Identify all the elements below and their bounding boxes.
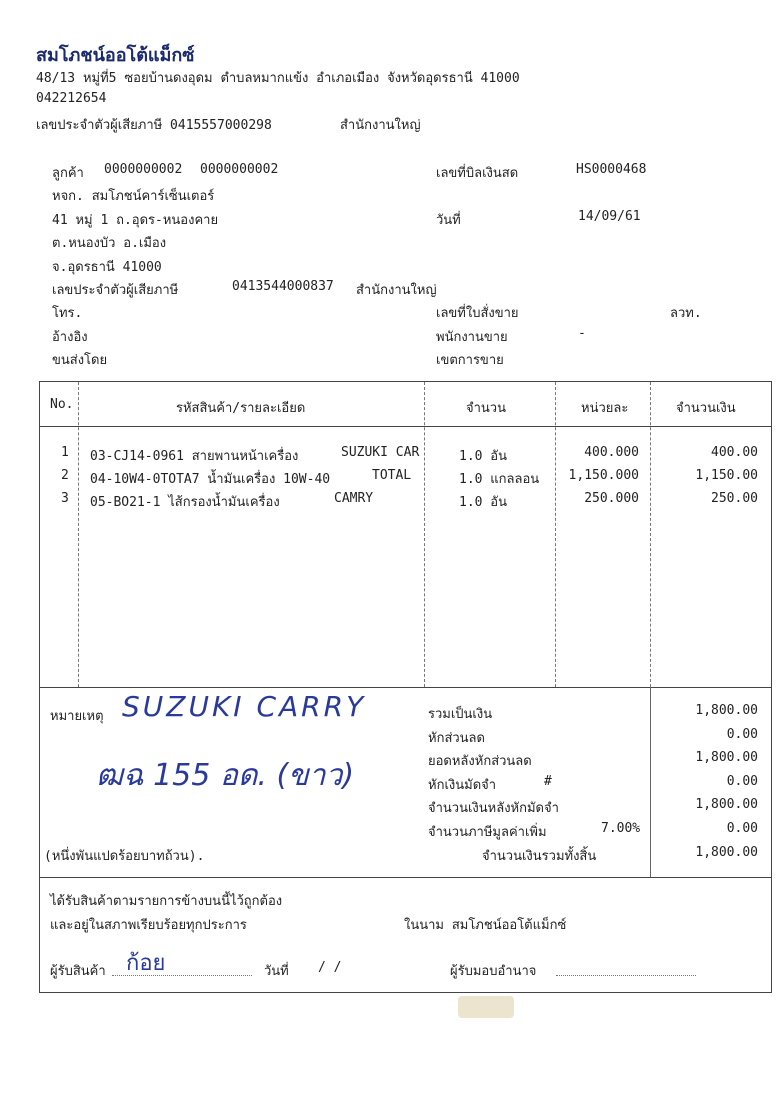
after-deposit-label: จำนวนเงินหลังหักมัดจำ — [428, 801, 559, 816]
after-discount-value: 1,800.00 — [695, 750, 758, 765]
table-row-price: 250.000 — [584, 491, 639, 506]
grand-total-value: 1,800.00 — [695, 845, 758, 860]
paper-stain — [458, 996, 514, 1018]
table-row-qty: 1.0 อัน — [459, 495, 508, 510]
customer-label: ลูกค้า — [52, 166, 84, 181]
col-header-no: No. — [50, 397, 74, 412]
order-no-label: เลขที่ใบสั่งขาย — [436, 306, 519, 321]
table-row-no: 1 — [61, 445, 69, 460]
table-row-desc: 04-10W4-0TOTA7 น้ำมันเครื่อง 10W-40 — [90, 472, 331, 487]
bill-no: HS0000468 — [576, 162, 647, 177]
customer-tax-label: เลขประจำตัวผู้เสียภาษี — [52, 283, 179, 298]
deposit-marker: # — [544, 774, 552, 789]
shipping-label: ขนส่งโดย — [52, 353, 108, 368]
col-header-qty: จำนวน — [466, 401, 506, 416]
remarks-label: หมายเหตุ — [50, 709, 104, 724]
receiver-label: ผู้รับสินค้า — [50, 964, 106, 979]
table-row-no: 3 — [61, 491, 69, 506]
company-phone: 042212654 — [36, 91, 107, 106]
tel-label: โทร. — [52, 306, 83, 321]
vat-label: จำนวนภาษีมูลค่าเพิ่ม — [428, 825, 547, 840]
receiver-signature: ก้อย — [126, 951, 166, 976]
customer-code-2: 0000000002 — [200, 162, 279, 177]
discount-label: หักส่วนลด — [428, 731, 485, 746]
date-label: วันที่ — [436, 213, 461, 228]
customer-address-2: ต.หนองบัว อ.เมือง — [52, 236, 167, 251]
table-row-desc: 05-BO21-1 ไส้กรองน้ำมันเครื่อง — [90, 495, 280, 510]
table-row-amount: 250.00 — [711, 491, 758, 506]
sales-area-label: เขตการขาย — [436, 353, 504, 368]
deposit-value: 0.00 — [726, 774, 758, 789]
bill-date: 14/09/61 — [578, 209, 641, 224]
table-row-no: 2 — [61, 468, 69, 483]
footer-date-label: วันที่ — [264, 964, 289, 979]
table-row-price: 400.000 — [584, 445, 639, 460]
table-row-qty: 1.0 แกลลอน — [459, 472, 540, 487]
total-value: 1,800.00 — [695, 703, 758, 718]
col-header-description: รหัสสินค้า/รายละเอียด — [176, 401, 306, 416]
deposit-label: หักเงินมัดจำ — [428, 778, 497, 793]
receipt-confirm-line1: ได้รับสินค้าตามรายการข้างบนนี้ไว้ถูกต้อง — [50, 894, 283, 909]
handwritten-plate: ฒฉ 155 อด. (ขาว) — [96, 758, 355, 793]
after-deposit-value: 1,800.00 — [695, 797, 758, 812]
vat-rate: 7.00% — [601, 821, 641, 836]
amount-in-words: (หนึ่งพันแปดร้อยบาทถ้วน). — [44, 849, 205, 864]
company-branch: สำนักงานใหญ่ — [340, 118, 421, 133]
items-bottom-divider — [40, 687, 771, 688]
reference-label: อ้างอิง — [52, 330, 88, 345]
company-tax-id: เลขประจำตัวผู้เสียภาษี 0415557000298 — [36, 118, 272, 133]
after-discount-label: ยอดหลังหักส่วนลด — [428, 754, 532, 769]
header-divider — [40, 426, 771, 427]
customer-branch: สำนักงานใหญ่ — [356, 283, 437, 298]
col-header-amount: จำนวนเงิน — [676, 401, 736, 416]
receiver-signature-line — [112, 975, 252, 976]
salesman-label: พนักงานขาย — [436, 330, 508, 345]
grand-total-label: จำนวนเงินรวมทั้งสิ้น — [482, 849, 597, 864]
order-code: ลวท. — [670, 306, 702, 321]
customer-tax-id: 0413544000837 — [232, 279, 334, 294]
on-behalf-of: ในนาม สมโภชน์ออโต้แม็กซ์ — [404, 918, 567, 933]
handwritten-car-model: SUZUKI CARRY — [122, 690, 367, 723]
table-row-qty: 1.0 อัน — [459, 449, 508, 464]
vat-value: 0.00 — [726, 821, 758, 836]
customer-name: หจก. สมโภชน์คาร์เซ็นเตอร์ — [52, 189, 215, 204]
discount-value: 0.00 — [726, 727, 758, 742]
bill-no-label: เลขที่บิลเงินสด — [436, 166, 519, 181]
customer-address-3: จ.อุดรธานี 41000 — [52, 260, 162, 275]
salesman-value: - — [578, 326, 586, 341]
footer-date-blank: / / — [318, 960, 342, 975]
table-row-brand: TOTAL — [372, 468, 412, 483]
table-row-amount: 1,150.00 — [695, 468, 758, 483]
table-row-brand: CAMRY — [334, 491, 374, 506]
company-address: 48/13 หมู่ที่5 ซอยบ้านดงอุดม ตำบลหมากแข้ง อำเภอเมือง จังหวัดอุดรธานี 41000 — [36, 71, 520, 86]
total-label: รวมเป็นเงิน — [428, 707, 493, 722]
table-row-amount: 400.00 — [711, 445, 758, 460]
company-name: สมโภชน์ออโต้แม็กซ์ — [36, 45, 195, 66]
authorized-signature-line — [556, 975, 696, 976]
table-row-desc: 03-CJ14-0961 สายพานหน้าเครื่อง — [90, 449, 299, 464]
authorized-label: ผู้รับมอบอำนาจ — [450, 964, 537, 979]
customer-code-1: 0000000002 — [104, 162, 183, 177]
table-row-price: 1,150.000 — [568, 468, 639, 483]
table-row-brand: SUZUKI CAR — [341, 445, 420, 460]
totals-bottom-divider — [40, 877, 771, 878]
customer-address-1: 41 หมู่ 1 ถ.อุดร-หนองคาย — [52, 213, 219, 228]
col-header-unit-price: หน่วยละ — [581, 401, 629, 416]
receipt-confirm-line2: และอยู่ในสภาพเรียบร้อยทุกประการ — [50, 918, 247, 933]
